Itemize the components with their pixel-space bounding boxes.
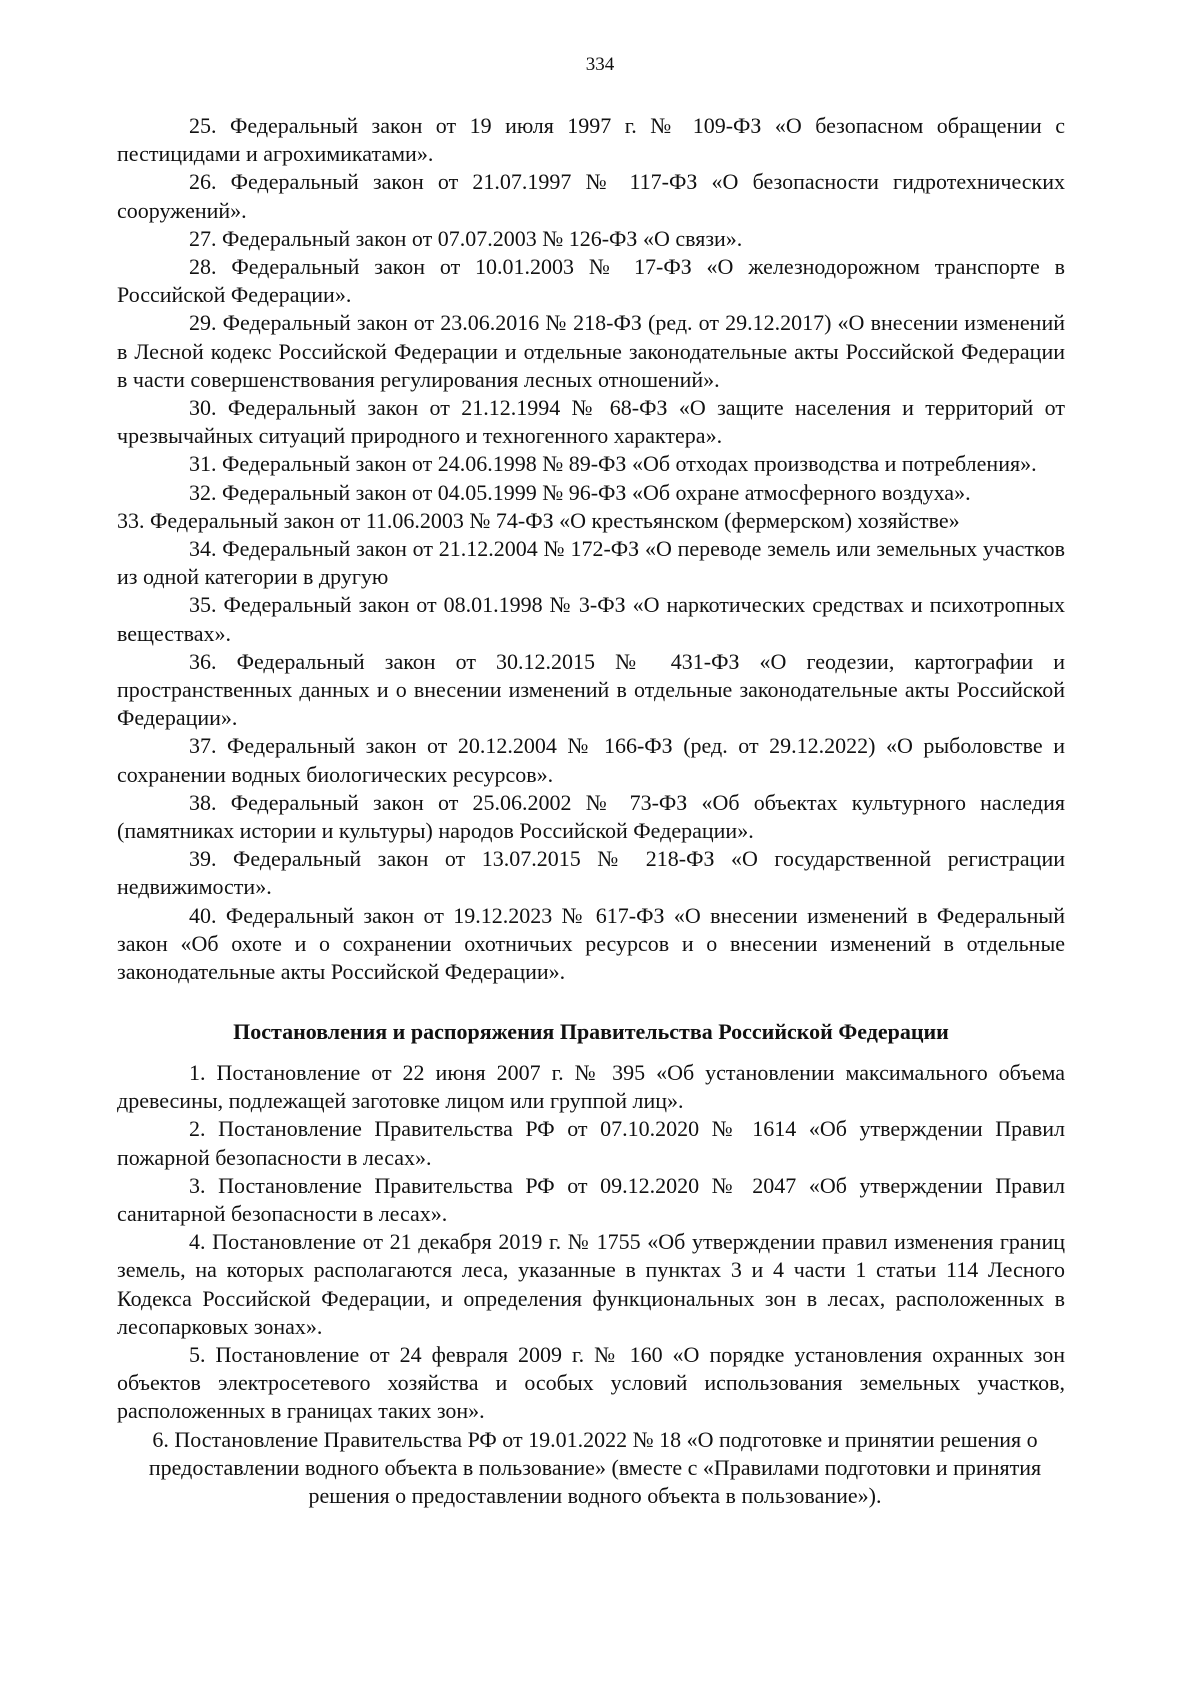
list-item: 38. Федеральный закон от 25.06.2002 № 73-ФЗ «Об объектах культурного наследия (памятниках истории и культуры) народов Российской Федерации». <box>117 789 1065 844</box>
list-item: 29. Федеральный закон от 23.06.2016 № 218-ФЗ (ред. от 29.12.2017) «О внесении изменений в Лесной кодекс Российской Федерации и отдельные законодательные акты Российской Федерации в части совершенствования регулирования лесных отношений». <box>117 310 1065 392</box>
list-item: 30. Федеральный закон от 21.12.1994 № 68-ФЗ «О защите населения и территорий от чрезвычайных ситуаций природного и техногенного характера». <box>117 395 1065 449</box>
list-item: 4. Постановление от 21 декабря 2019 г. № 1755 «Об утверждении правил изменения границ земель, на которых располагаются леса, указанные в пунктах 3 и 4 части 1 статьи 114 Лесного Кодекса Российской Федерации, и определения функциональных зон в лесах, расположенных в лесопарковых зонах». <box>117 1229 1065 1339</box>
list-item: 39. Федеральный закон от 13.07.2015 № 218-ФЗ «О государственной регистрации недвижимости». <box>117 846 1065 900</box>
federal-laws-list <box>117 112 1065 986</box>
list-item: 34. Федеральный закон от 21.12.2004 № 172-ФЗ «О переводе земель или земельных участков из одной категории в другую <box>117 536 1065 590</box>
government-decrees-list <box>117 1059 1065 1510</box>
list-item: 37. Федеральный закон от 20.12.2004 № 166-ФЗ (ред. от 29.12.2022) «О рыболовстве и сохранении водных биологических ресурсов». <box>117 733 1065 787</box>
list-item: 6. Постановление Правительства РФ от 19.01.2022 № 18 «О подготовке и принятии решения о предоставлении водного объекта в пользование» (вместе с «Правилами подготовки и принятия решения о предоставлении водного объекта в пользование»). <box>148 1426 1042 1509</box>
list-item: 31. Федеральный закон от 24.06.1998 № 89-ФЗ «Об отходах производства и потребления». <box>189 451 1037 477</box>
page-number: 334 <box>585 54 615 75</box>
list-item: 35. Федеральный закон от 08.01.1998 № 3-ФЗ «О наркотических средствах и психотропных веществах». <box>117 592 1065 646</box>
list-item: 36. Федеральный закон от 30.12.2015 № 431-ФЗ «О геодезии, картографии и пространственных данных и о внесении изменений в отдельные законодательные акты Российской Федерации». <box>117 648 1065 731</box>
list-item: 32. Федеральный закон от 04.05.1999 № 96-ФЗ «Об охране атмосферного воздуха». <box>189 479 971 505</box>
list-item: 40. Федеральный закон от 19.12.2023 № 617-ФЗ «О внесении изменений в Федеральный закон «Об охоте и о сохранении охотничьих ресурсов и о внесении изменений в отдельные законодательные акты Российской Федерации». <box>117 902 1065 985</box>
list-item: 1. Постановление от 22 июня 2007 г. № 395 «Об установлении максимального объема древесины, подлежащей заготовке лицом или группой лиц». <box>117 1060 1065 1114</box>
list-item: 27. Федеральный закон от 07.07.2003 № 126-ФЗ «О связи». <box>189 225 743 251</box>
list-item: 26. Федеральный закон от 21.07.1997 № 117-ФЗ «О безопасности гидротехнических сооружений». <box>117 169 1065 223</box>
list-item: 3. Постановление Правительства РФ от 09.12.2020 № 2047 «Об утверждении Правил санитарной безопасности в лесах». <box>117 1172 1065 1227</box>
list-item: 5. Постановление от 24 февраля 2009 г. № 160 «О порядке установления охранных зон объектов электросетевого хозяйства и особых условий использования земельных участков, расположенных в границах таких зон». <box>117 1342 1065 1424</box>
list-item: 33. Федеральный закон от 11.06.2003 № 74-ФЗ «О крестьянском (фермерском) хозяйстве» <box>117 507 960 533</box>
section-heading: Постановления и распоряжения Правительства Российской Федерации <box>233 1019 949 1044</box>
list-item: 28. Федеральный закон от 10.01.2003 № 17-ФЗ «О железнодорожном транспорте в Российской Федерации». <box>117 254 1065 308</box>
list-item: 25. Федеральный закон от 19 июля 1997 г. № 109-ФЗ «О безопасном обращении с пестицидами и агрохимикатами». <box>117 113 1065 167</box>
list-item: 2. Постановление Правительства РФ от 07.10.2020 № 1614 «Об утверждении Правил пожарной безопасности в лесах». <box>117 1116 1065 1170</box>
